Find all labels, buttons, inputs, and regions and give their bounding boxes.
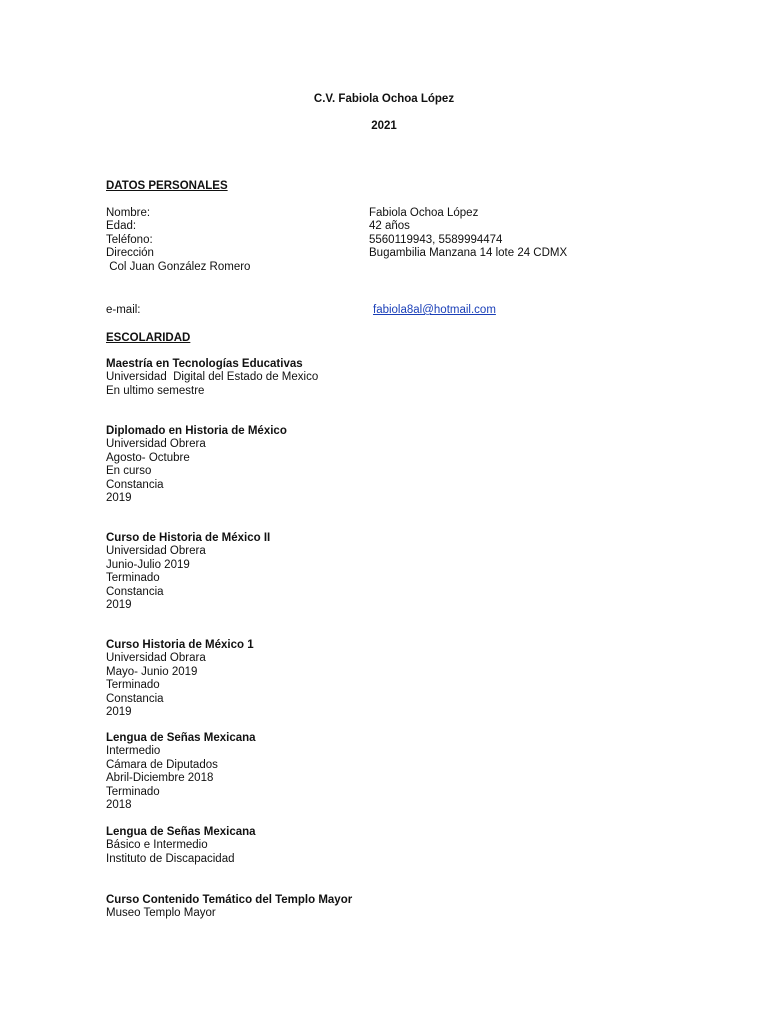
- personal-row-neighborhood: [106, 261, 666, 274]
- email-link[interactable]: fabiola8al@hotmail.com: [373, 304, 496, 316]
- education-item-line: Intermedio: [106, 745, 161, 758]
- education-item-title: Diplomado en Historia de México: [106, 425, 287, 437]
- education-item-line: Constancia: [106, 585, 164, 598]
- education-item-line: 2019: [106, 492, 132, 505]
- education-item-line: Junio-Julio 2019: [106, 558, 190, 571]
- education-item-line: Universidad Digital del Estado de Mexico: [106, 371, 319, 384]
- education-item-title: Lengua de Señas Mexicana: [106, 732, 256, 744]
- education-item: [106, 826, 606, 866]
- education-item-title: Curso Historia de México 1: [106, 639, 254, 651]
- education-item-line: Instituto de Discapacidad: [106, 852, 235, 865]
- document-title: C.V. Fabiola Ochoa López: [313, 93, 455, 105]
- education-item-line: Básico e Intermedio: [106, 839, 208, 852]
- education-item-title: Curso Contenido Temático del Templo Mayor: [106, 894, 353, 906]
- education-item: [106, 894, 606, 921]
- education-item: [106, 732, 606, 812]
- education-item-title: Maestría en Tecnologías Educativas: [106, 358, 303, 370]
- email-label: e-mail:: [106, 304, 141, 316]
- education-item-line: 2018: [106, 799, 132, 812]
- education-item-line: Constancia: [106, 692, 164, 705]
- name-value: Fabiola Ochoa López: [369, 207, 479, 219]
- education-item-line: Universidad Obrera: [106, 545, 206, 558]
- personal-row-name: [106, 207, 666, 220]
- education-item-line: En curso: [106, 465, 152, 478]
- education-item-line: Constancia: [106, 478, 164, 491]
- education-item: [106, 532, 606, 612]
- age-label: Edad:: [106, 220, 137, 233]
- personal-row-address: [106, 247, 666, 260]
- education-item-line: Mayo- Junio 2019: [106, 665, 198, 678]
- personal-row-phone: [106, 234, 666, 247]
- education-item-line: Agosto- Octubre: [106, 451, 190, 464]
- education-item-line: Abril-Diciembre 2018: [106, 772, 214, 785]
- education-item-line: Museo Templo Mayor: [106, 907, 216, 920]
- education-item: [106, 639, 606, 719]
- education-item-line: Universidad Obrara: [106, 652, 206, 665]
- education-item-line: Terminado: [106, 785, 160, 798]
- education-item-line: En ultimo semestre: [106, 384, 205, 397]
- education-item-line: Terminado: [106, 572, 160, 585]
- education-item-line: Cámara de Diputados: [106, 758, 218, 771]
- phone-label: Teléfono:: [106, 233, 153, 246]
- phone-value: 5560119943, 5589994474: [369, 233, 503, 246]
- personal-row-age: [106, 220, 666, 233]
- personal-data-table: [106, 207, 666, 274]
- education-item-line: 2019: [106, 706, 132, 719]
- education-item-title: Lengua de Señas Mexicana: [106, 826, 256, 838]
- education-item-line: Universidad Obrera: [106, 438, 206, 451]
- education-item-title: Curso de Historia de México II: [106, 532, 271, 544]
- address-value: Bugambilia Manzana 14 lote 24 CDMX: [369, 247, 568, 260]
- document-year: 2021: [371, 120, 397, 132]
- neighborhood-label: Col Juan González Romero: [106, 260, 251, 273]
- education-item-line: Terminado: [106, 679, 160, 692]
- personal-data-heading: DATOS PERSONALES: [106, 180, 228, 192]
- personal-row-email: [106, 304, 666, 318]
- age-value: 42 años: [369, 220, 410, 233]
- education-item: [106, 425, 606, 505]
- education-item-line: 2019: [106, 599, 132, 612]
- education-heading: ESCOLARIDAD: [106, 332, 191, 344]
- name-label: Nombre:: [106, 207, 151, 219]
- education-item: [106, 358, 606, 398]
- address-label: Dirección: [106, 247, 154, 260]
